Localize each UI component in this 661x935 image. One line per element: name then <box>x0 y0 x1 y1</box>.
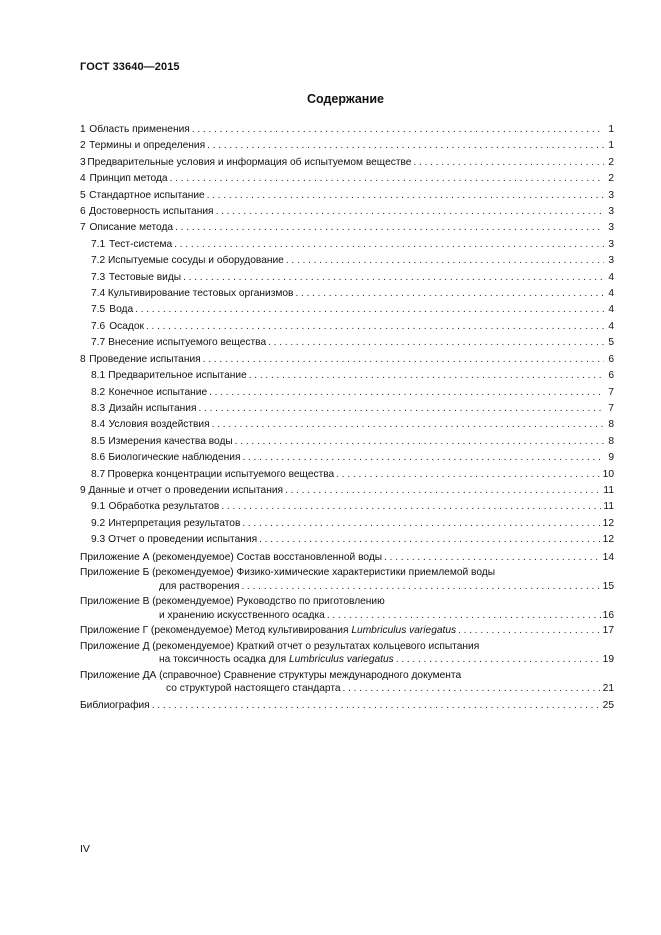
toc-entry[interactable] <box>80 532 614 548</box>
leader-dots <box>174 237 604 249</box>
toc-entry-number: 8.5 <box>91 435 106 447</box>
leader-dots <box>207 138 604 150</box>
toc-entry[interactable] <box>80 516 614 532</box>
toc-entry-number: 2 <box>80 140 86 152</box>
leader-dots <box>396 653 601 665</box>
toc-entry-appendix[interactable] <box>80 669 614 696</box>
leader-dots <box>207 188 604 200</box>
toc-entry-page: 4 <box>608 288 614 300</box>
toc-entry-page: 2 <box>608 156 614 168</box>
toc-entry[interactable] <box>80 122 614 138</box>
toc-entry[interactable] <box>80 368 614 384</box>
toc-entry-label: Библиография <box>80 699 150 711</box>
toc-entry-page: 1 <box>608 124 614 135</box>
leader-dots <box>235 434 604 446</box>
toc-entry[interactable] <box>80 237 614 253</box>
leader-dots <box>458 624 601 636</box>
toc-entry-page: 3 <box>608 255 614 267</box>
toc-entry[interactable] <box>80 302 614 318</box>
toc-entry-label: Биологические наблюдения <box>108 452 241 464</box>
toc-entry[interactable] <box>80 204 614 220</box>
toc-entry[interactable] <box>80 401 614 417</box>
toc-entry-page: 4 <box>608 304 614 316</box>
toc-entry-label: Внесение испытуемого вещества <box>108 337 267 349</box>
toc-entry-page: 11 <box>603 484 614 496</box>
toc-entry-page: 14 <box>602 551 614 563</box>
toc-entry-number: 7.1 <box>91 238 106 250</box>
toc-entry[interactable] <box>80 155 614 171</box>
toc-entry-appendix[interactable] <box>80 640 614 667</box>
toc-entry-number: 9 <box>80 484 86 496</box>
toc-entry-label: Культивирование тестовых организмов <box>107 288 294 300</box>
toc-entry-page: 6 <box>608 353 614 365</box>
toc-entry-label: Принцип метода <box>89 173 168 185</box>
toc-entry[interactable] <box>80 138 614 154</box>
toc-entry[interactable] <box>80 385 614 401</box>
leader-dots <box>285 483 601 495</box>
toc-entry-page: 3 <box>608 238 614 250</box>
toc-entry-page: 16 <box>602 609 614 621</box>
toc-entry-page: 2 <box>608 173 614 185</box>
toc-entry-number: 8.7 <box>91 468 106 480</box>
toc-entry-label-continued: для растворения <box>159 580 240 592</box>
leader-dots <box>343 682 601 694</box>
toc-entry-label-continued: и хранению искусственного осадка <box>159 609 325 621</box>
toc-entry-label: Описание метода <box>89 222 174 234</box>
toc-entry-appendix[interactable] <box>80 624 614 638</box>
toc-entry-number: 3 <box>80 156 86 168</box>
toc-entry-number: 7.2 <box>91 255 106 267</box>
leader-dots <box>384 551 601 563</box>
toc-entry-page: 3 <box>608 206 614 218</box>
page-title: Содержание <box>306 92 384 106</box>
toc-entry-page: 10 <box>602 468 614 480</box>
toc-entry-number: 5 <box>80 189 86 201</box>
toc-entry[interactable] <box>80 319 614 335</box>
toc-entry[interactable] <box>80 352 614 368</box>
toc-entry-number: 7.3 <box>91 271 106 283</box>
leader-dots <box>198 401 604 413</box>
toc-entry-page: 3 <box>608 222 614 234</box>
toc-entry-number: 9.2 <box>91 517 106 529</box>
toc-entry-label: Область применения <box>89 124 190 135</box>
toc-entry-label: Конечное испытание <box>108 386 208 398</box>
toc-entry-page: 6 <box>608 370 614 382</box>
leader-dots <box>286 253 604 265</box>
toc-entry-page: 4 <box>608 320 614 332</box>
toc-entry-label: Приложение Д (рекомендуемое) Краткий отчет о результатах кольцевого испытания <box>80 640 480 652</box>
toc-entry-label: Приложение Г (рекомендуемое) Метод культивирования Lumbriculus variegatus <box>80 625 457 637</box>
toc-entry-bibliography[interactable] <box>80 698 614 714</box>
toc-entry-number: 6 <box>80 206 86 218</box>
leader-dots <box>413 155 604 167</box>
toc-entry[interactable] <box>80 188 614 204</box>
toc-entry-number: 8.6 <box>91 452 106 464</box>
toc-entry-label: Вода <box>109 304 134 316</box>
leader-dots <box>203 352 604 364</box>
leader-dots <box>152 698 601 710</box>
leader-dots <box>175 220 604 232</box>
toc-entry[interactable] <box>80 450 614 466</box>
toc-entry-label-continued: на токсичность осадка для Lumbriculus variegatus <box>159 654 394 666</box>
toc-entry-number: 4 <box>80 173 86 185</box>
toc-entry-page: 3 <box>608 189 614 201</box>
toc-entry-label: Термины и определения <box>89 140 206 152</box>
toc-entry-number: 7.4 <box>91 288 106 300</box>
leader-dots <box>221 499 601 511</box>
leader-dots <box>192 122 604 134</box>
toc-entry-number: 8 <box>80 353 86 365</box>
toc-entry-number: 9.1 <box>91 501 106 513</box>
document-code: ГОСТ 33640—2015 <box>80 61 180 73</box>
leader-dots <box>209 385 604 397</box>
toc-entry[interactable] <box>80 434 614 450</box>
toc-entry-number: 9.3 <box>91 534 106 546</box>
toc-entry-page: 7 <box>608 402 614 414</box>
leader-dots <box>170 171 604 183</box>
leader-dots <box>135 302 604 314</box>
table-of-contents <box>80 122 614 714</box>
toc-entry-page: 9 <box>608 452 614 464</box>
toc-entry[interactable] <box>80 499 614 515</box>
toc-entry-label-continued: со структурой настоящего стандарта <box>166 683 341 695</box>
toc-entry-number: 8.2 <box>91 386 106 398</box>
leader-dots <box>327 609 601 621</box>
leader-dots <box>241 580 600 592</box>
leader-dots <box>268 335 604 347</box>
toc-entry-number: 8.3 <box>91 402 106 414</box>
toc-entry-page: 21 <box>602 683 614 695</box>
toc-entry-number: 1 <box>80 124 86 135</box>
leader-dots <box>259 532 601 544</box>
toc-entry-page: 17 <box>602 625 614 637</box>
toc-entry-label: Испытуемые сосуды и оборудование <box>107 255 284 267</box>
toc-entry[interactable] <box>80 171 614 187</box>
toc-entry-label: Приложение А (рекомендуемое) Состав восстановленной воды <box>80 551 383 563</box>
toc-entry-number: 8.1 <box>91 370 106 382</box>
toc-entry-label: Предварительные условия и информация об испытуемом веществе <box>87 156 412 168</box>
toc-entry[interactable] <box>80 253 614 269</box>
toc-entry-label: Приложение ДА (справочное) Сравнение структуры международного документа <box>80 669 462 681</box>
toc-entry-number: 7.7 <box>91 337 106 349</box>
leader-dots <box>249 368 604 380</box>
toc-entry[interactable] <box>80 483 614 499</box>
toc-entry-label: Приложение В (рекомендуемое) Руководство по приготовлению <box>80 596 385 608</box>
toc-entry-number: 7.5 <box>91 304 106 316</box>
toc-entry[interactable] <box>80 335 614 351</box>
leader-dots <box>242 450 604 462</box>
leader-dots <box>295 286 604 298</box>
toc-entry-appendix[interactable] <box>80 595 614 622</box>
toc-entry-appendix[interactable] <box>80 551 614 565</box>
toc-entry-appendix[interactable] <box>80 566 614 593</box>
leader-dots <box>216 204 604 216</box>
toc-entry-label: Обработка результатов <box>108 501 220 513</box>
leader-dots <box>212 417 604 429</box>
leader-dots <box>183 270 604 282</box>
toc-entry-page: 25 <box>602 699 614 711</box>
toc-entry-number: 8.4 <box>91 419 106 431</box>
toc-entry-page: 11 <box>603 501 614 513</box>
leader-dots <box>336 467 600 479</box>
toc-entry-label: Тестовые виды <box>108 271 182 283</box>
toc-entry[interactable] <box>80 220 614 236</box>
toc-entry-number: 7.6 <box>91 320 106 332</box>
toc-entry-label: Условия воздействия <box>108 419 210 431</box>
toc-appendices <box>80 551 614 696</box>
toc-entry-label: Осадок <box>109 320 144 332</box>
toc-entry-page: 12 <box>602 517 614 529</box>
toc-entry-label: Интерпретация результатов <box>108 517 241 529</box>
toc-entry[interactable] <box>80 270 614 286</box>
toc-entry-label: Предварительное испытание <box>108 370 247 382</box>
toc-entry-label: Проведение испытания <box>89 353 201 365</box>
toc-entry-page: 7 <box>608 386 614 398</box>
toc-entry-label: Приложение Б (рекомендуемое) Физико-химические характеристики приемлемой воды <box>80 567 496 579</box>
toc-entry-page: 19 <box>602 654 614 666</box>
toc-entry-page: 8 <box>608 435 614 447</box>
toc-entry-label: Измерения качества воды <box>108 435 233 447</box>
page-number-footer: IV <box>80 843 90 855</box>
toc-entry-number: 7 <box>80 222 86 234</box>
toc-entry-italic: Lumbriculus variegatus <box>351 625 457 637</box>
toc-entry-page: 1 <box>608 140 614 152</box>
toc-entry-page: 8 <box>608 419 614 431</box>
leader-dots <box>146 319 604 331</box>
toc-entry-page: 5 <box>608 337 614 349</box>
toc-entry-label: Проверка концентрации испытуемого вещества <box>107 468 335 480</box>
toc-entry-label: Данные и отчет о проведении испытания <box>88 484 284 496</box>
leader-dots <box>242 516 600 528</box>
toc-entry-label: Стандартное испытание <box>89 189 205 201</box>
toc-entry[interactable] <box>80 417 614 433</box>
toc-entry-page: 12 <box>602 534 614 546</box>
toc-entry-label: Достоверность испытания <box>89 206 214 218</box>
toc-entry[interactable] <box>80 286 614 302</box>
toc-entry-label: Дизайн испытания <box>108 402 197 414</box>
toc-entry-label: Тест-система <box>108 238 173 250</box>
toc-sections <box>80 122 614 549</box>
toc-entry-page: 15 <box>602 580 614 592</box>
toc-entry-label: Отчет о проведении испытания <box>108 534 258 546</box>
toc-entry[interactable] <box>80 467 614 483</box>
toc-entry-italic: Lumbriculus variegatus <box>289 654 394 666</box>
toc-entry-page: 4 <box>608 271 614 283</box>
